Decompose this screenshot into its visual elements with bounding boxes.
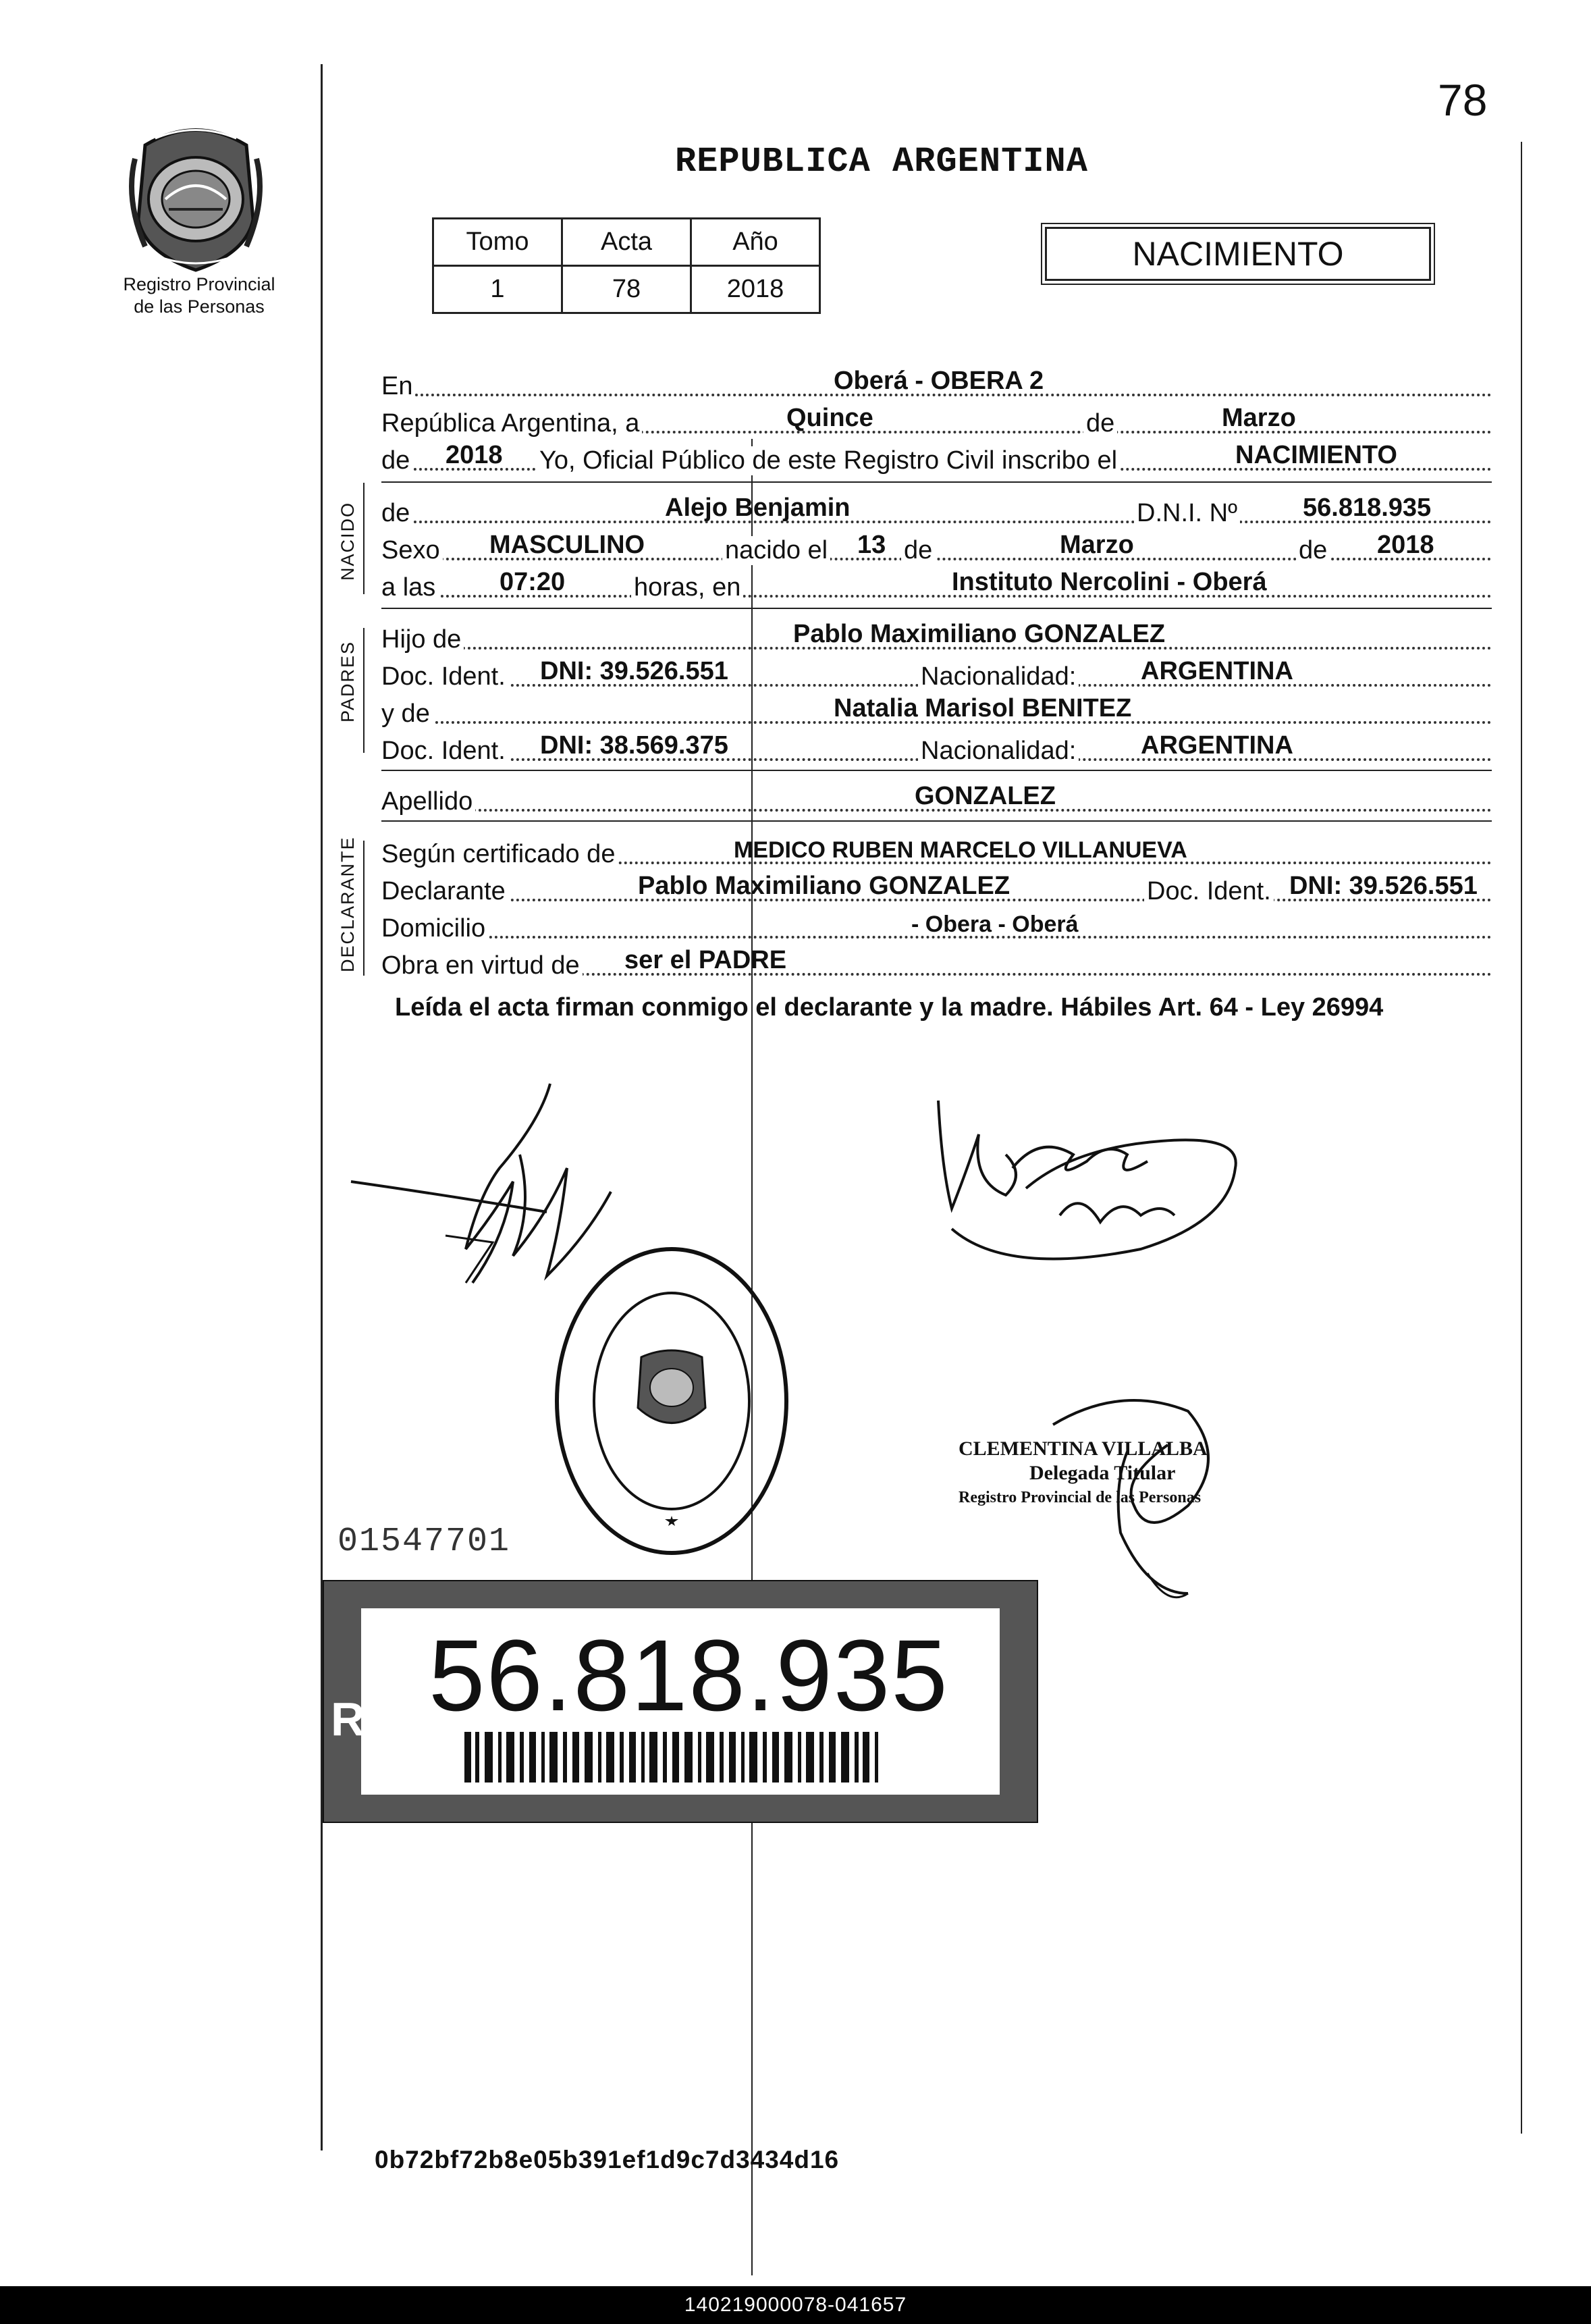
control-number: 01547701 bbox=[338, 1523, 511, 1561]
official-stamp bbox=[959, 1437, 1208, 1510]
sex-label: Sexo bbox=[381, 536, 443, 565]
mother-name: Natalia Marisol BENITEZ bbox=[834, 694, 1132, 722]
declarant-name: Pablo Maximiliano GONZALEZ bbox=[638, 872, 1010, 900]
child-sex: MASCULINO bbox=[489, 531, 645, 559]
registration-year: 2018 bbox=[446, 441, 503, 469]
footer-code: 140219000078-041657 bbox=[0, 2286, 1591, 2324]
birth-place: Instituto Nercolini - Oberá bbox=[952, 568, 1267, 596]
birth-time: 07:20 bbox=[500, 568, 566, 596]
name-label: de bbox=[381, 499, 412, 528]
form-row-inscribe bbox=[381, 439, 1492, 477]
child-name: Alejo Benjamin bbox=[665, 494, 851, 522]
registration-month: Marzo bbox=[1222, 404, 1296, 432]
birth-de-label: de bbox=[901, 536, 935, 565]
sticker-dni-number: 56.818.935 bbox=[429, 1618, 949, 1732]
nacido-bracket bbox=[363, 483, 365, 594]
registration-day: Quince bbox=[786, 404, 873, 432]
form-row-capacity bbox=[381, 944, 1492, 982]
act-type: NACIMIENTO bbox=[1235, 441, 1397, 469]
form-row-address bbox=[381, 907, 1492, 945]
form-row-place bbox=[381, 365, 1492, 402]
birth-year: 2018 bbox=[1377, 531, 1434, 559]
declarant-label: Declarante bbox=[381, 877, 508, 906]
record-type-box: NACIMIENTO bbox=[1045, 227, 1431, 281]
father-nationality-label: Nacionalidad: bbox=[918, 662, 1079, 691]
section-divider bbox=[381, 820, 1492, 822]
en-label: En bbox=[381, 372, 415, 401]
mother-label: y de bbox=[381, 699, 433, 729]
birth-day: 13 bbox=[857, 531, 886, 559]
side-label-declarante: DECLARANTE bbox=[338, 836, 358, 972]
de-label: de bbox=[1083, 409, 1117, 438]
tomo-value: 1 bbox=[433, 266, 562, 313]
right-margin-line bbox=[1521, 142, 1522, 2134]
mother-nationality: ARGENTINA bbox=[1141, 731, 1293, 760]
document-hash: 0b72bf72b8e05b391ef1d9c7d3434d16 bbox=[375, 2146, 840, 2173]
form-row-name bbox=[381, 492, 1492, 529]
form-row-time bbox=[381, 566, 1492, 604]
form-row-father bbox=[381, 618, 1492, 656]
certificate-label: Según certificado de bbox=[381, 840, 618, 869]
side-label-nacido: NACIDO bbox=[338, 501, 358, 581]
child-dni: 56.818.935 bbox=[1303, 494, 1432, 522]
tomo-header: Tomo bbox=[433, 219, 562, 266]
coat-of-arms-icon bbox=[118, 118, 273, 273]
father-nationality: ARGENTINA bbox=[1141, 657, 1293, 685]
form-row-mother bbox=[381, 692, 1492, 730]
time-label: a las bbox=[381, 573, 438, 602]
father-doc: DNI: 39.526.551 bbox=[540, 657, 728, 685]
declarant-address: - Obera - Oberá bbox=[911, 912, 1079, 937]
left-margin-line bbox=[321, 64, 323, 2150]
republic-label: República Argentina, a bbox=[381, 409, 642, 438]
official-name: CLEMENTINA VILLALBA bbox=[959, 1437, 1208, 1460]
mother-signature bbox=[925, 1094, 1256, 1290]
registry-table bbox=[432, 217, 821, 314]
registry-caption-line-1: Registro Provincial bbox=[123, 274, 275, 294]
anio-value: 2018 bbox=[691, 266, 820, 313]
form-row-father-doc bbox=[381, 655, 1492, 693]
hours-label: horas, en bbox=[631, 573, 743, 602]
mother-doc-label: Doc. Ident. bbox=[381, 737, 508, 766]
certificate-issuer: MEDICO RUBEN MARCELO VILLANUEVA bbox=[734, 837, 1187, 863]
svg-text:R: R bbox=[331, 1693, 365, 1745]
registration-place: Oberá - OBERA 2 bbox=[834, 367, 1044, 395]
section-divider bbox=[381, 770, 1492, 771]
official-registry: Registro Provincial de las Personas bbox=[959, 1489, 1202, 1506]
acta-value: 78 bbox=[562, 266, 691, 313]
declarante-bracket bbox=[363, 841, 365, 976]
declarant-capacity: ser el PADRE bbox=[624, 946, 787, 974]
acta-header: Acta bbox=[562, 219, 691, 266]
official-title: Delegada Titular bbox=[1029, 1462, 1176, 1484]
father-label: Hijo de bbox=[381, 625, 464, 654]
father-doc-label: Doc. Ident. bbox=[381, 662, 508, 691]
surname-label: Apellido bbox=[381, 787, 475, 816]
surname: GONZALEZ bbox=[915, 782, 1056, 810]
section-divider bbox=[381, 608, 1492, 609]
anio-header: Año bbox=[691, 219, 820, 266]
capacity-label: Obra en virtud de bbox=[381, 951, 583, 980]
declarant-doc: DNI: 39.526.551 bbox=[1289, 872, 1478, 900]
year-de-label: de bbox=[381, 446, 412, 475]
side-label-padres: PADRES bbox=[338, 640, 358, 722]
registry-caption bbox=[101, 273, 297, 318]
legal-statement: Leída el acta firman conmigo el declarante y la madre. Hábiles Art. 64 - Ley 26994 bbox=[395, 993, 1384, 1022]
birth-year-de-label: de bbox=[1296, 536, 1330, 565]
mother-doc: DNI: 38.569.375 bbox=[540, 731, 728, 760]
form-row-certificate bbox=[381, 833, 1492, 870]
form-row-sex bbox=[381, 529, 1492, 566]
form-row-surname bbox=[381, 780, 1492, 818]
padres-bracket bbox=[363, 628, 365, 753]
official-seal-icon bbox=[550, 1242, 793, 1560]
birth-month: Marzo bbox=[1060, 531, 1134, 559]
mother-nationality-label: Nacionalidad: bbox=[918, 737, 1079, 766]
registry-caption-line-2: de las Personas bbox=[134, 296, 265, 317]
inscribe-text: Yo, Oficial Público de este Registro Civil inscribo el bbox=[537, 446, 1120, 475]
address-label: Domicilio bbox=[381, 914, 488, 943]
born-label: nacido el bbox=[722, 536, 830, 565]
form-row-date bbox=[381, 402, 1492, 440]
dni-label: D.N.I. Nº bbox=[1134, 499, 1240, 528]
form-row-declarant bbox=[381, 870, 1492, 907]
form-row-mother-doc bbox=[381, 729, 1492, 767]
page-number: 78 bbox=[1438, 75, 1488, 125]
declarant-doc-label: Doc. Ident. bbox=[1144, 877, 1274, 906]
father-name: Pablo Maximiliano GONZALEZ bbox=[793, 620, 1166, 648]
document-title: REPUBLICA ARGENTINA bbox=[675, 142, 1088, 182]
section-divider bbox=[381, 481, 1492, 483]
